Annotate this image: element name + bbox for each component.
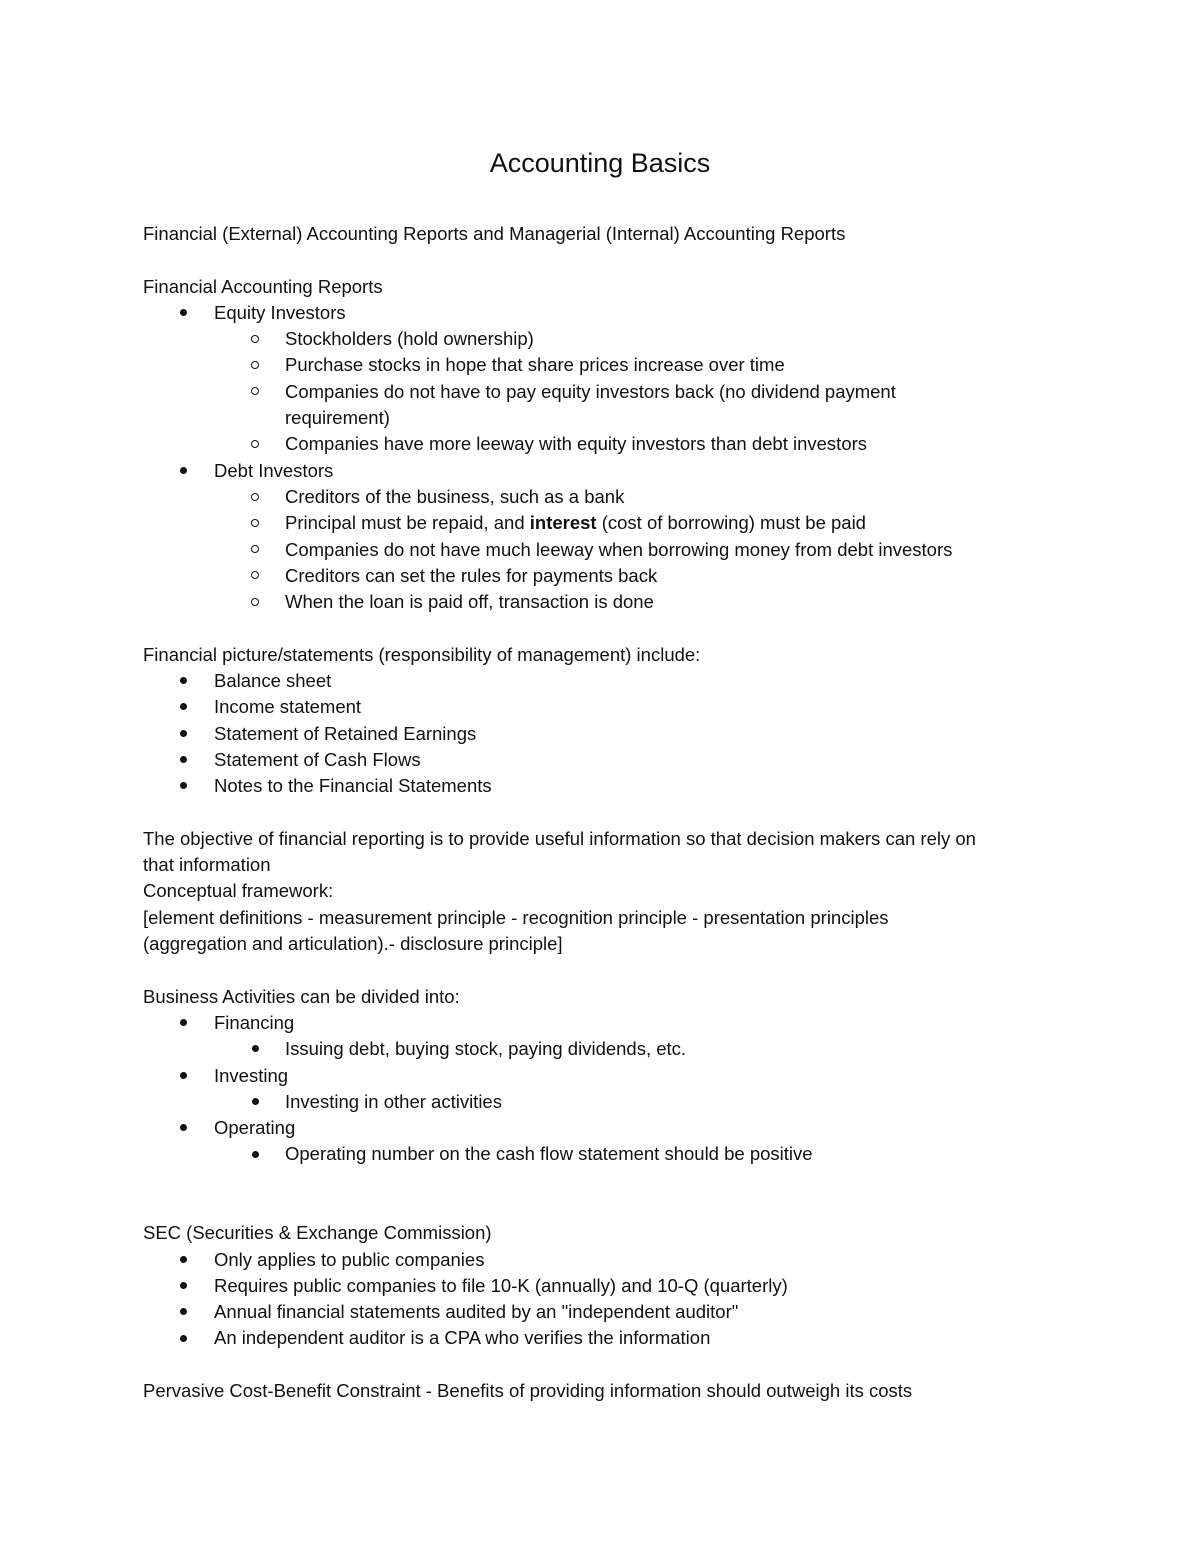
bullet-icon bbox=[173, 747, 193, 773]
list-item: Statement of Retained Earnings bbox=[143, 721, 1073, 747]
framework-text: [element definitions - measurement principle - recognition principle - presentation principles (aggregation and articulation).- disclosure principle] bbox=[143, 906, 889, 955]
debt-label: Debt Investors bbox=[214, 459, 334, 481]
framework-label: Conceptual framework: bbox=[143, 880, 334, 902]
list-item: Companies do not have much leeway when borrowing money from debt investors bbox=[143, 537, 1073, 563]
list-item bbox=[143, 300, 1073, 326]
list-item: When the loan is paid off, transaction is done bbox=[143, 589, 1073, 615]
list-item: Requires public companies to file 10-K (annually) and 10-Q (quarterly) bbox=[143, 1273, 1073, 1299]
list-item: Issuing debt, buying stock, paying dividends, etc. bbox=[143, 1036, 1073, 1062]
circle-bullet-icon bbox=[245, 352, 265, 378]
activities-list bbox=[143, 1010, 1073, 1168]
bullet-icon bbox=[173, 1299, 193, 1325]
list-item: Investing in other activities bbox=[143, 1089, 1073, 1115]
far-list bbox=[143, 300, 1073, 616]
bullet-icon bbox=[173, 1115, 193, 1141]
list-item: Purchase stocks in hope that share prices increase over time bbox=[143, 352, 1073, 378]
bullet-icon bbox=[173, 773, 193, 799]
bullet-icon bbox=[245, 1141, 265, 1167]
bullet-icon bbox=[173, 300, 193, 326]
bullet-icon bbox=[173, 721, 193, 747]
circle-bullet-icon bbox=[245, 379, 265, 405]
list-item: Companies have more leeway with equity investors than debt investors bbox=[143, 431, 1073, 457]
list-item: Stockholders (hold ownership) bbox=[143, 326, 1073, 352]
bullet-icon bbox=[173, 668, 193, 694]
list-item: Principal must be repaid, and interest (cost of borrowing) must be paid bbox=[143, 510, 1073, 536]
list-item: Balance sheet bbox=[143, 668, 1073, 694]
bullet-icon bbox=[173, 458, 193, 484]
page-title: Accounting Basics bbox=[489, 148, 711, 178]
list-item: Income statement bbox=[143, 694, 1073, 720]
list-item: Creditors can set the rules for payments back bbox=[143, 563, 1073, 589]
statements-list bbox=[143, 668, 1073, 799]
activities-heading: Business Activities can be divided into: bbox=[143, 985, 460, 1007]
list-item: Operating number on the cash flow statement should be positive bbox=[143, 1141, 1073, 1167]
bullet-icon bbox=[173, 1247, 193, 1273]
bullet-icon bbox=[173, 1010, 193, 1036]
constraint-line: Pervasive Cost-Benefit Constraint - Benefits of providing information should outweigh its costs bbox=[143, 1380, 913, 1402]
bullet-icon bbox=[173, 1273, 193, 1299]
bullet-icon bbox=[245, 1036, 265, 1062]
circle-bullet-icon bbox=[245, 537, 265, 563]
intro-line: Financial (External) Accounting Reports and Managerial (Internal) Accounting Reports bbox=[143, 223, 846, 244]
bullet-icon bbox=[245, 1089, 265, 1115]
circle-bullet-icon bbox=[245, 510, 265, 536]
circle-bullet-icon bbox=[245, 326, 265, 352]
sec-list bbox=[143, 1247, 1073, 1352]
circle-bullet-icon bbox=[245, 563, 265, 589]
equity-label: Equity Investors bbox=[214, 301, 346, 323]
document-body bbox=[143, 146, 1073, 1404]
bullet-icon bbox=[173, 1325, 193, 1351]
circle-bullet-icon bbox=[245, 589, 265, 615]
list-item: Statement of Cash Flows bbox=[143, 747, 1073, 773]
list-item: Only applies to public companies bbox=[143, 1247, 1073, 1273]
circle-bullet-icon bbox=[245, 484, 265, 510]
bullet-icon bbox=[173, 1063, 193, 1089]
bullet-icon bbox=[173, 694, 193, 720]
list-item: An independent auditor is a CPA who verifies the information bbox=[143, 1325, 1073, 1351]
far-heading: Financial Accounting Reports bbox=[143, 275, 383, 297]
list-item: Annual financial statements audited by an "independent auditor" bbox=[143, 1299, 1073, 1325]
sec-heading: SEC (Securities & Exchange Commission) bbox=[143, 1222, 492, 1244]
statements-heading: Financial picture/statements (responsibility of management) include: bbox=[143, 643, 701, 665]
list-item: Creditors of the business, such as a bank bbox=[143, 484, 1073, 510]
list-item: Financing bbox=[143, 1010, 1073, 1036]
list-item: Operating bbox=[143, 1115, 1073, 1141]
circle-bullet-icon bbox=[245, 431, 265, 457]
list-item: Investing bbox=[143, 1063, 1073, 1089]
list-item bbox=[143, 458, 1073, 484]
objective-paragraph: The objective of financial reporting is to provide useful information so that decision makers can rely on that information bbox=[143, 827, 976, 876]
list-item: Companies do not have to pay equity investors back (no dividend payment requirement) bbox=[143, 379, 1073, 432]
list-item: Notes to the Financial Statements bbox=[143, 773, 1073, 799]
